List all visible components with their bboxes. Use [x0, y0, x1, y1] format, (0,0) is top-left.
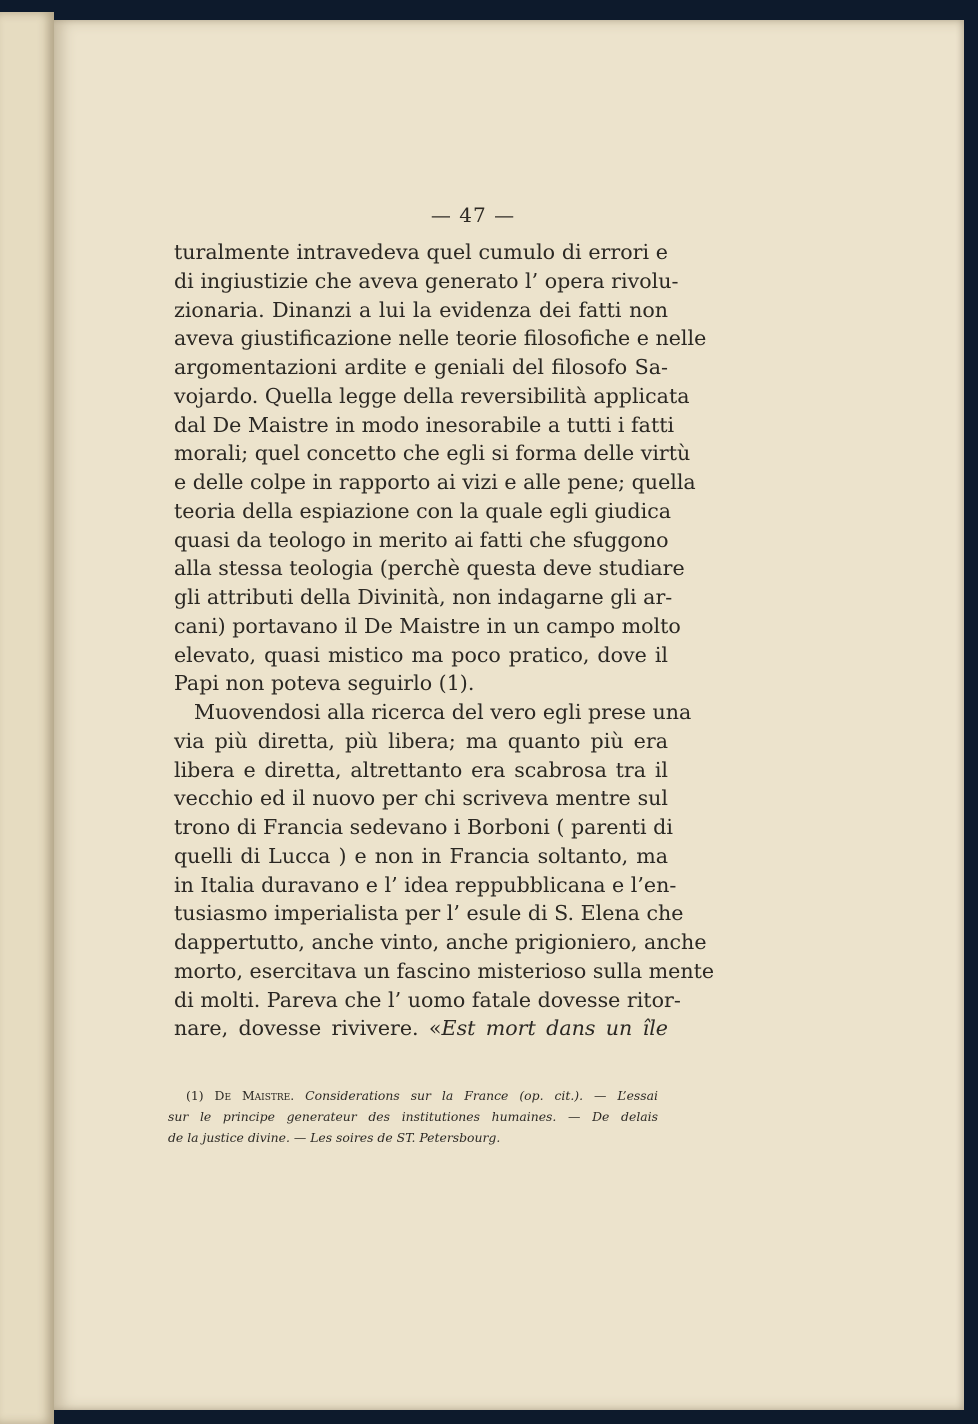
footnote-line: de la justice divine. — Les soires de ST. Petersbourg.	[168, 1130, 501, 1145]
text-line: zionaria. Dinanzi a lui la evidenza dei fatti non	[174, 297, 668, 322]
text-line: vojardo. Quella legge della reversibilità applicata	[174, 383, 690, 408]
text-line: morto, esercitava un fascino misterioso sulla mente	[174, 958, 715, 983]
text-line: quelli di Lucca ) e non in Francia soltanto, ma	[174, 843, 668, 868]
footnote-marker: (1)	[186, 1088, 204, 1103]
page-number: — 47 —	[430, 203, 516, 227]
text-line: e delle colpe in rapporto ai vizi e alle pene; quella	[174, 470, 696, 494]
text-line: argomentazioni ardite e geniali del filosofo Sa-	[174, 355, 668, 379]
footnote-text: Considerations sur la France (op. cit.). — L’essai	[305, 1088, 658, 1103]
text-roman: nare, dovesse rivivere. «	[174, 1016, 442, 1041]
text-line: Muovendosi alla ricerca del vero egli prese una	[194, 700, 692, 724]
left-page-edge	[0, 12, 54, 1424]
text-line: di ingiustizie che aveva generato l’ opera rivolu-	[174, 268, 679, 293]
text-italic-quote: Est mort dans un île	[441, 1016, 668, 1041]
text-line: gli attributi della Divinità, non indagarne gli ar-	[174, 585, 673, 609]
text-line: alla stessa teologia (perchè questa deve studiare	[174, 556, 685, 581]
text-line: cani) portavano il De Maistre in un campo molto	[174, 613, 681, 638]
text-line: turalmente intravedeva quel cumulo di errori e	[174, 240, 668, 264]
text-line: vecchio ed il nuovo per chi scriveva mentre sul	[174, 786, 668, 811]
paragraph-2	[174, 698, 715, 1043]
footnote-line	[168, 1085, 658, 1106]
text-line: teoria della espiazione con la quale egli giudica	[174, 498, 672, 523]
text-line: quasi da teologo in merito ai fatti che sfuggono	[174, 527, 669, 552]
text-line-final	[174, 1014, 668, 1043]
text-line: tusiasmo imperialista per l’ esule di S. Elena che	[174, 901, 684, 926]
footnote	[168, 1085, 658, 1148]
text-line: morali; quel concetto che egli si forma delle virtù	[174, 441, 691, 466]
text-line: dappertutto, anche vinto, anche prigioniero, anche	[174, 930, 707, 954]
text-line: aveva giustificazione nelle teorie filosofiche e nelle	[174, 326, 707, 351]
footnote-author: De Maistre.	[214, 1088, 295, 1103]
text-line: dal De Maistre in modo inesorabile a tutti i fatti	[174, 412, 675, 437]
text-line: di molti. Pareva che l’ uomo fatale dovesse ritor-	[174, 987, 681, 1012]
book-page	[54, 20, 964, 1410]
footnote-line: sur le principe generateur des institutiones humaines. — De delais	[168, 1109, 658, 1124]
text-line: trono di Francia sedevano i Borboni ( parenti di	[174, 815, 673, 839]
text-line: elevato, quasi mistico ma poco pratico, dove il	[174, 642, 668, 667]
body-text	[174, 238, 715, 1043]
text-line: in Italia duravano e l’ idea reppubblicana e l’en-	[174, 872, 677, 897]
text-line: libera e diretta, altrettanto era scabrosa tra il	[174, 757, 668, 782]
paragraph-1	[174, 238, 707, 698]
text-line: Papi non poteva seguirlo (1).	[174, 671, 475, 696]
text-line: via più diretta, più libera; ma quanto più era	[174, 728, 668, 753]
